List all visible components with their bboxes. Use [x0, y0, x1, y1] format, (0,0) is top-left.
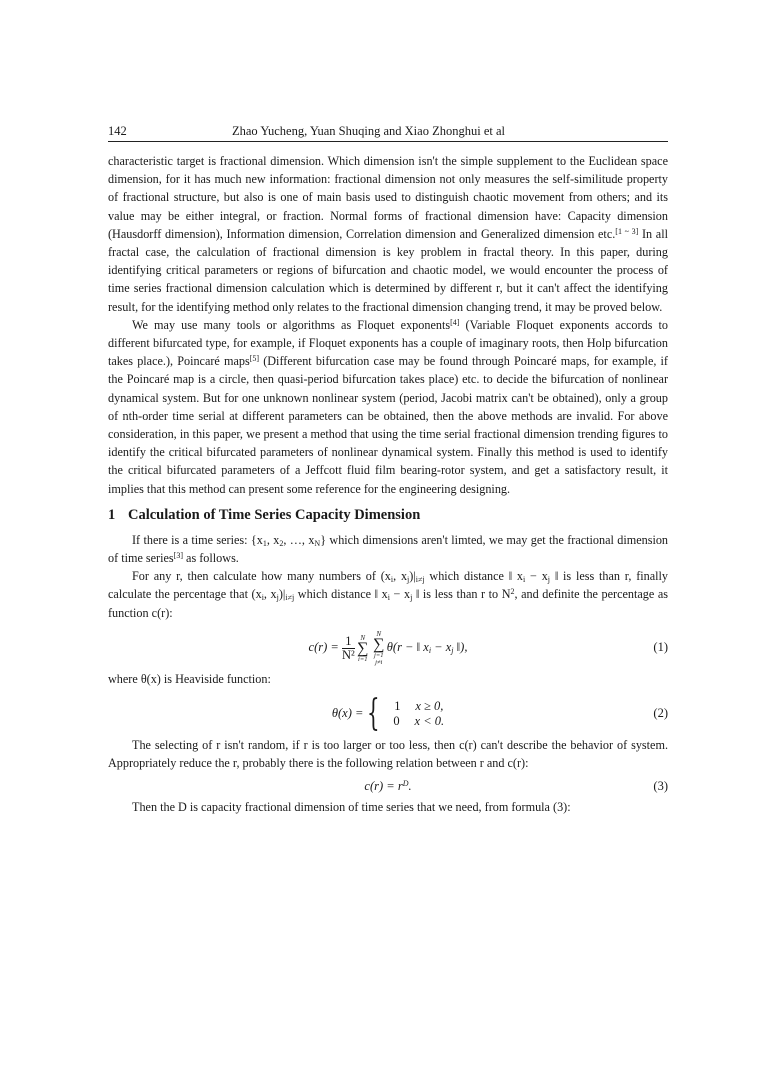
sum-operator: N ∑ j=1 j≠i: [373, 630, 385, 666]
body-text: [108, 152, 668, 817]
section-heading: [108, 505, 668, 525]
intro-paragraph-1: characteristic target is fractional dimension. Which dimension isn't the simple supplement to the Euclidean space dimension, for it has much new information: fractional dimension not only measures the self-similitude property of fractional structure, but also is one of main basis used to distinguish chaotic movement from others; and its value may be either integral, or fraction. Normal forms of fractional dimension have: Capacity dimension (Hausdorff dimension), Information dimension, Correlation dimension and Generalized dimension etc.[1 ~ 3] In all fractal case, the calculation of fractional dimension is key problem in fractal theory. In this paper, during identifying critical parameters or regions of bifurcation and chaotic model, we would encounter the process of time series fractional dimension calculation which is determined by different r, but it can't affect the identifying result, for the identifying method only relates to the fractional dimension changing trend, it may be proved below.: [108, 154, 668, 314]
running-head-authors: Zhao Yucheng, Yuan Shuqing and Xiao Zhonghui et al: [232, 124, 505, 138]
equation-number: (1): [653, 639, 668, 654]
running-head: [108, 122, 668, 140]
equation-number: (3): [653, 779, 668, 794]
section-paragraph-1: If there is a time series: {$x_1$, $x_2$, …, $x_N$} which dimensions aren't limted, we may get the fractional dimension of time series[3] as follows.: [108, 532, 669, 566]
fraction: $\frac{1}{\text{N²}}$: [341, 633, 355, 662]
piecewise-cases: { 1 x ≥ 0, 0 x < 0.: [366, 693, 445, 735]
equation-number: (2): [653, 706, 668, 721]
equation-3: $c(r) = r^D$. (3): [108, 774, 668, 798]
sum-operator: N ∑ i=1: [357, 633, 369, 663]
section-number: 1: [108, 506, 116, 523]
page-number: 142: [108, 124, 127, 138]
citation: [3]: [173, 551, 183, 561]
section-paragraph-3: The selecting of r isn't random, if r is too larger or too less, then c(r) can't describe the behavior of system. Appropriately reduce the r, probably there is the following relation between r and c(r):: [108, 738, 668, 771]
citation: [1 ~ 3]: [615, 226, 639, 236]
section-paragraph-4: Then the D is capacity fractional dimension of time series that we need, from formula (3):: [132, 800, 571, 815]
header-rule: [108, 141, 668, 142]
citation: [5]: [249, 354, 260, 364]
intro-paragraph-2: We may use many tools or algorithms as Floquet exponents[4] (Variable Floquet exponents accords to different bifurcated type, for example, if Floquet exponents has a couple of imaginary roots, then Holp bifurcation takes place.), Poincaré maps[5] (Different bifurcation case may be found through Poincaré maps, for example, if the Poincaré map is a circle, then quasi-period bifurcation takes place) etc. to decide the bifurcation of nonlinear dynamical system. But for one unknown nonlinear system (period, Jacobi matrix can't be obtained), only a group of nth-order time serial at different parameters can be obtained, then the above methods are invalid. For above consideration, in this paper, we present a method that using the time serial fractional dimension trending figures to identify the critical bifurcated parameters of nonlinear dynamical system. Finally this method is used to identify the critical bifurcated parameters of a Jeffcott fluid film bearing-rotor system, and get a satisfactory result, it implies that this method can present some reference for the engineering designing.: [108, 317, 668, 496]
section-paragraph-2: For any r, then calculate how many numbers of ($x_i$, $x_j)|_{i\ne j}$ which distance ‖ $x_i - x_j$ ‖ is less than r, finally calculate the percentage that ($x_i$, $x_j)|_{i\ne j}$ which distance ‖ $x_i - x_j$ ‖ is less than r to $N^2$, and definite the percentage as function c(r):: [108, 569, 669, 620]
section-title: Calculation of Time Series Capacity Dimension: [128, 506, 421, 523]
equation-1: c(r) = $\frac{1}{\text{N²}}$ N ∑ i=1 N ∑ j=1 j≠i θ(r − ‖ $x_i - x_j$ ‖), (1): [108, 624, 668, 670]
equation-2: θ(x) = { 1 x ≥ 0, 0 x < 0. (2): [108, 690, 668, 736]
citation: [4]: [450, 317, 460, 327]
where-line: where θ(x) is Heaviside function:: [108, 671, 271, 686]
